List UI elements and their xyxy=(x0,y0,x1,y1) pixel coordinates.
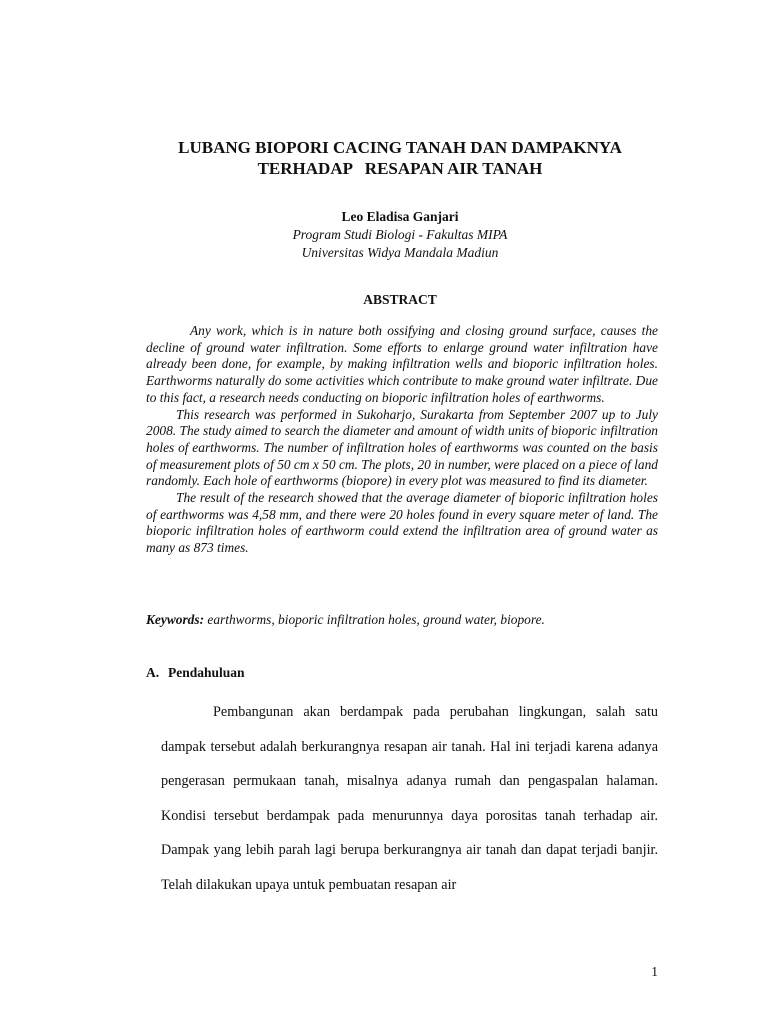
author-affiliation-university: Universitas Widya Mandala Madiun xyxy=(301,245,499,260)
abstract-heading: ABSTRACT xyxy=(363,292,437,307)
keywords-line xyxy=(146,612,706,628)
abstract-paragraph: This research was performed in Sukoharjo, Surakarta from September 2007 up to July 2008. The study aimed to search the diameter and amount of width units of bioporic infiltration holes of earthworms. The number of infiltration holes of earthworms was counted on the basis of measurement plots of 50 cm x 50 cm. The plots, 20 in number, were placed on a piece of land randomly. Each hole of earthworms (biopore) in every plot was measured to find its diameter. xyxy=(146,406,658,489)
keywords-label: Keywords: xyxy=(146,612,205,627)
author-block xyxy=(100,208,700,262)
section-number: A. xyxy=(146,665,160,680)
page-number: 1 xyxy=(651,964,658,979)
section-heading xyxy=(146,665,245,681)
paper-title xyxy=(100,137,700,179)
body-paragraph: Pembangunan akan berdampak pada perubahan lingkungan, salah satu dampak tersebut adalah berkurangnya resapan air tanah. Hal ini terjadi karena adanya pengerasan permukaan tanah, misalnya adanya rumah dan pengaspalan halaman. Kondisi tersebut berdampak pada menurunnya daya porositas tanah terhadap air. Dampak yang lebih parah lagi berupa berkurangnya air tanah dan dapat terjadi banjir. Telah dilakukan upaya untuk pembuatan resapan air xyxy=(161,704,658,893)
abstract-body xyxy=(146,323,658,557)
paper-title-line-1: LUBANG BIOPORI CACING TANAH DAN DAMPAKNYA xyxy=(178,138,622,157)
abstract-paragraph: The result of the research showed that the average diameter of bioporic infiltration holes of earthworms was 4,58 mm, and there were 20 holes found in every square meter of land. The bioporic infiltration holes of earthworm could extend the infiltration area of ground water as many as 873 times. xyxy=(146,490,658,556)
body-text xyxy=(161,695,658,903)
abstract-paragraph: Any work, which is in nature both ossifying and closing ground surface, causes the decline of ground water infiltration. Some efforts to enlarge ground water infiltration have already been done, for example, by making infiltration wells and bioporic infiltration holes. Earthworms naturally do some activities which contribute to make ground water infiltrate. Due to this fact, a research needs conducting on bioporic infiltration holes of earthworms. xyxy=(146,323,658,405)
section-title: Pendahuluan xyxy=(168,665,245,680)
author-affiliation-department: Program Studi Biologi - Fakultas MIPA xyxy=(292,227,508,242)
paper-title-line-2: TERHADAP RESAPAN AIR TANAH xyxy=(257,159,543,178)
keywords-text: earthworms, bioporic infiltration holes, ground water, biopore. xyxy=(204,612,545,627)
author-name: Leo Eladisa Ganjari xyxy=(341,209,459,224)
